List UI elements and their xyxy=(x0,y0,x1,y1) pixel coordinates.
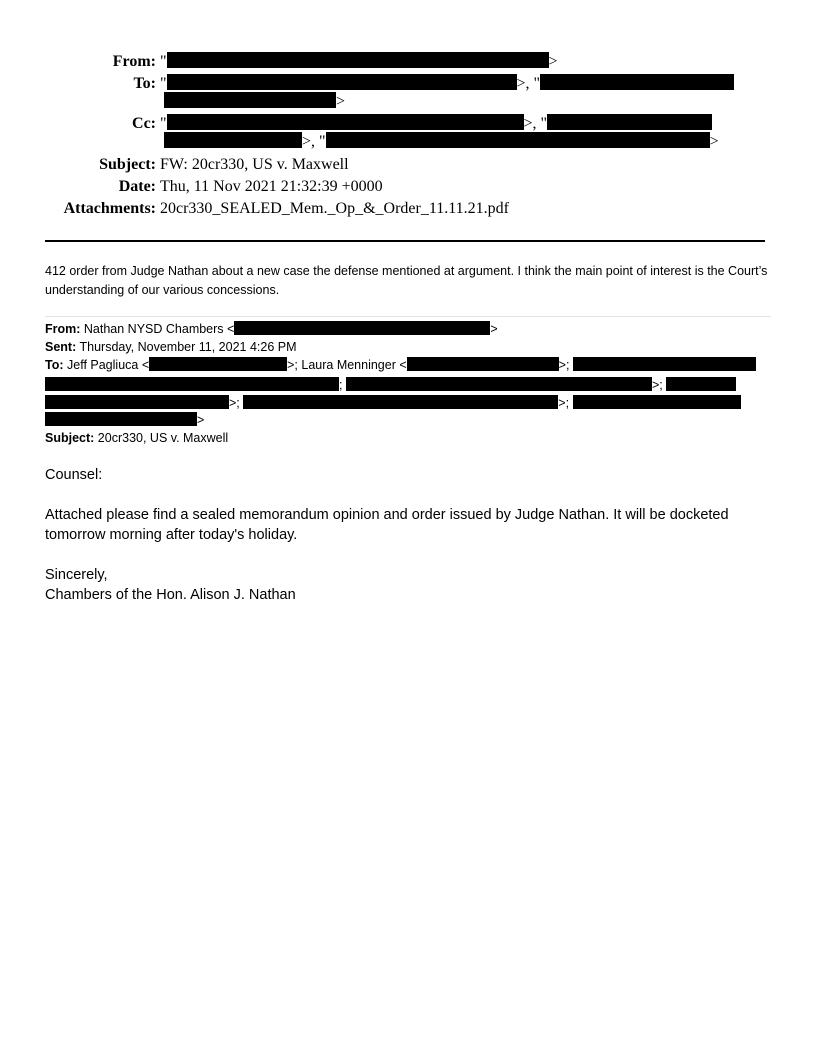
separator: >, " xyxy=(523,115,548,132)
close-angle: > xyxy=(548,53,558,70)
fw-sent-label: Sent: xyxy=(45,340,77,354)
fw-to-continuation-1 xyxy=(45,376,736,394)
fw-to-value-1: Jeff Pagliuca < xyxy=(67,358,150,372)
cc-value xyxy=(160,114,712,134)
open-quote: " xyxy=(160,53,167,70)
redaction xyxy=(164,92,336,108)
fw-subject-value: 20cr330, US v. Maxwell xyxy=(97,431,229,445)
message-line-2: tomorrow morning after today's holiday. xyxy=(45,527,298,543)
separator: >; xyxy=(651,378,663,392)
fw-to-continuation-2 xyxy=(45,394,741,412)
redaction xyxy=(326,132,710,148)
redaction xyxy=(540,74,734,90)
header-from-row xyxy=(0,52,558,72)
forward-note: 412 order from Judge Nathan about a new case the defense mentioned at argument. I think the main point of interest is the Court’s understanding of our various concessions. xyxy=(45,264,768,297)
redaction xyxy=(167,114,524,130)
header-divider xyxy=(45,240,765,242)
to-continuation xyxy=(164,92,345,112)
redaction xyxy=(45,412,197,426)
to-value xyxy=(160,74,734,94)
forwarded-divider xyxy=(45,316,771,317)
separator: >, " xyxy=(516,75,541,92)
separator: ; xyxy=(339,378,343,392)
redaction xyxy=(149,357,287,371)
redaction xyxy=(407,357,559,371)
header-subject-row xyxy=(0,155,349,175)
close-angle: > xyxy=(336,93,346,110)
redaction xyxy=(346,377,652,391)
fw-subject-row xyxy=(45,429,228,447)
header-attachments-row xyxy=(0,199,509,219)
fw-sent-value: Thursday, November 11, 2021 4:26 PM xyxy=(79,340,297,354)
close-angle: > xyxy=(709,133,719,150)
date-value: Thu, 11 Nov 2021 21:32:39 +0000 xyxy=(160,178,383,195)
fw-from-label: From: xyxy=(45,322,81,336)
subject-label: Subject: xyxy=(99,156,156,173)
attachment-filename[interactable]: 20cr330_SEALED_Mem._Op_&_Order_11.11.21.pdf xyxy=(160,200,509,217)
date-label: Date: xyxy=(118,178,156,195)
redaction xyxy=(573,357,756,371)
subject-value: FW: 20cr330, US v. Maxwell xyxy=(160,156,349,173)
fw-to-label: To: xyxy=(45,358,64,372)
header-cc-row xyxy=(0,114,712,134)
cc-label: Cc: xyxy=(132,115,156,132)
close-angle: > xyxy=(197,413,205,427)
header-to-row xyxy=(0,74,734,94)
cc-continuation xyxy=(164,132,719,152)
fw-sent-row xyxy=(45,338,297,356)
fw-to-row xyxy=(45,356,756,374)
separator: >, " xyxy=(302,133,326,150)
to-label: To: xyxy=(133,75,156,92)
message-greeting: Counsel: xyxy=(45,467,103,483)
separator: >; xyxy=(229,396,240,410)
message-signature: Chambers of the Hon. Alison J. Nathan xyxy=(45,587,296,603)
redaction xyxy=(167,74,517,90)
from-value xyxy=(160,52,558,72)
close-angle: > xyxy=(490,322,498,336)
message-line-1: Attached please find a sealed memorandum opinion and order issued by Judge Nathan. It will be docketed xyxy=(45,507,729,523)
redaction xyxy=(666,377,736,391)
fw-from-value: Nathan NYSD Chambers < xyxy=(83,322,235,336)
redaction xyxy=(243,395,558,409)
open-quote: " xyxy=(160,75,167,92)
header-date-row xyxy=(0,177,383,197)
separator: >; xyxy=(558,358,570,372)
redaction xyxy=(573,395,741,409)
redaction xyxy=(45,395,229,409)
fw-subject-label: Subject: xyxy=(45,431,95,445)
redaction xyxy=(547,114,712,130)
message-signoff: Sincerely, xyxy=(45,567,108,583)
fw-from-row xyxy=(45,320,498,338)
open-quote: " xyxy=(160,115,167,132)
attachments-label: Attachments: xyxy=(63,200,156,217)
fw-to-value-2: >; Laura Menninger < xyxy=(287,358,407,372)
redaction xyxy=(167,52,549,68)
redaction xyxy=(234,321,490,335)
separator: >; xyxy=(558,396,570,410)
from-label: From: xyxy=(112,53,156,70)
fw-to-continuation-3 xyxy=(45,411,204,429)
redaction xyxy=(45,377,339,391)
redaction xyxy=(164,132,302,148)
